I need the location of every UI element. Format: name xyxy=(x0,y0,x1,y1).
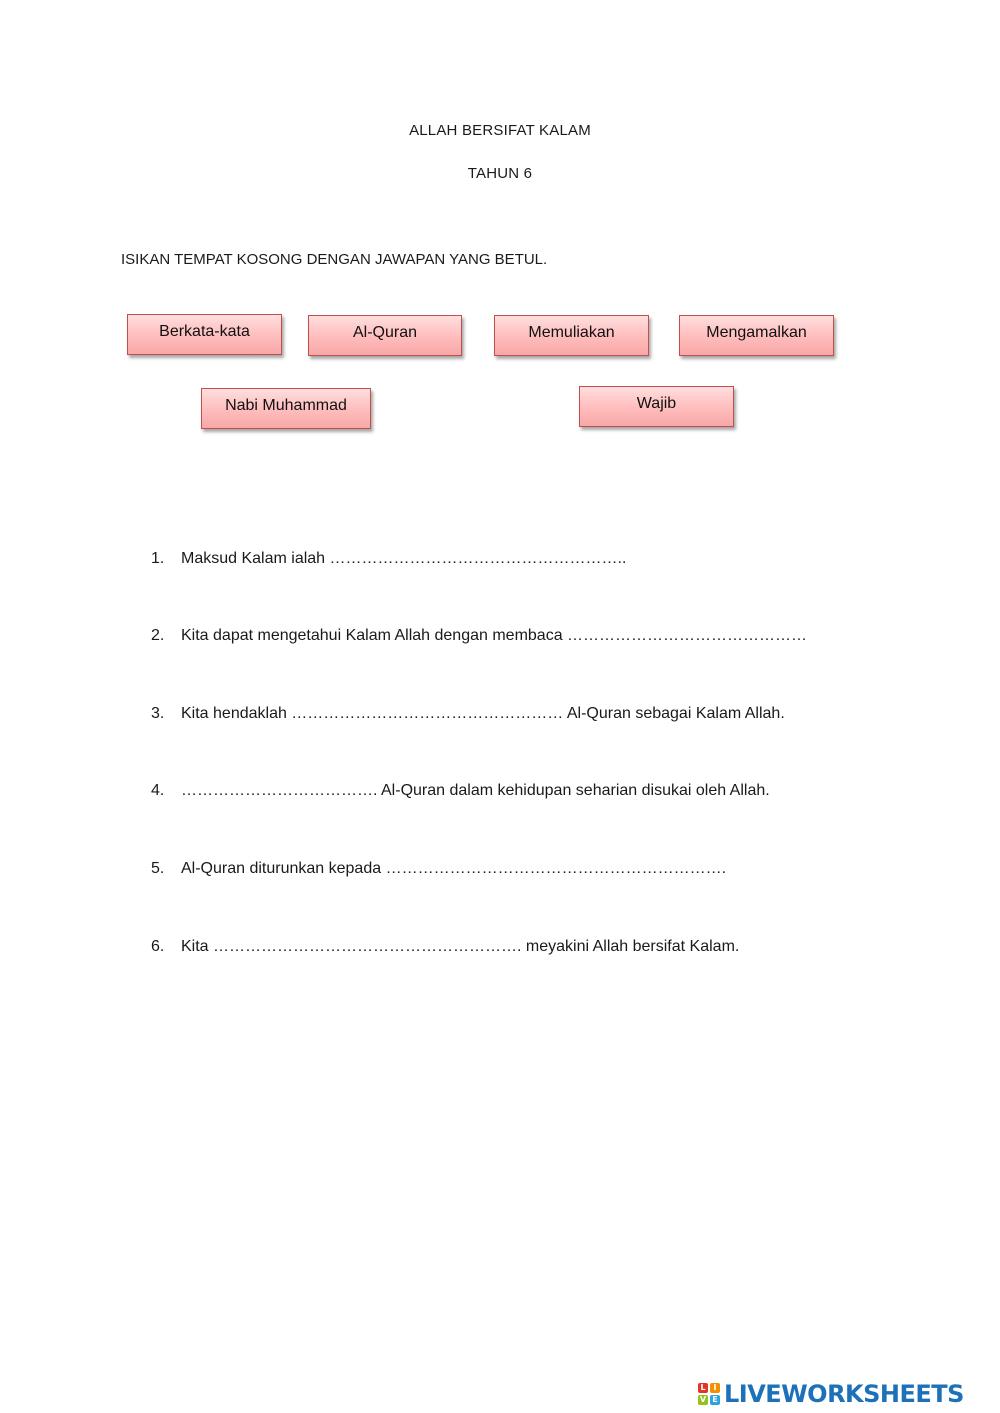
question-3 xyxy=(151,705,785,723)
question-text: Maksud Kalam ialah ……………………………………………….. xyxy=(181,550,627,567)
question-text: Kita …………………………………………………. meyakini Allah bersifat Kalam. xyxy=(181,938,740,955)
logo-text: LIVEWORKSHEETS xyxy=(724,1380,964,1408)
question-number: 2. xyxy=(151,627,165,644)
question-text: Kita dapat mengetahui Kalam Allah dengan membaca ……………………………………… xyxy=(181,627,808,644)
worksheet-subtitle: TAHUN 6 xyxy=(467,165,533,182)
question-number: 1. xyxy=(151,550,165,567)
word-option-al-quran[interactable]: Al-Quran xyxy=(308,315,462,356)
question-2 xyxy=(151,627,807,645)
question-6 xyxy=(151,938,739,956)
word-option-memuliakan[interactable]: Memuliakan xyxy=(494,315,649,356)
word-option-wajib[interactable]: Wajib xyxy=(579,386,734,427)
question-number: 4. xyxy=(151,782,165,799)
word-option-berkata-kata[interactable]: Berkata-kata xyxy=(127,314,282,355)
liveworksheets-logo xyxy=(698,1379,964,1409)
question-number: 6. xyxy=(151,938,165,955)
question-1 xyxy=(151,550,626,568)
question-text: ………………………………. Al-Quran dalam kehidupan seharian disukai oleh Allah. xyxy=(181,782,770,799)
worksheet-title: ALLAH BERSIFAT KALAM xyxy=(409,122,591,139)
word-option-mengamalkan[interactable]: Mengamalkan xyxy=(679,315,834,356)
question-text: Kita hendaklah …………………………………………… Al-Quran sebagai Kalam Allah. xyxy=(181,705,785,722)
instruction-text: ISIKAN TEMPAT KOSONG DENGAN JAWAPAN YANG BETUL. xyxy=(121,251,548,268)
question-number: 3. xyxy=(151,705,165,722)
question-4 xyxy=(151,782,770,800)
question-number: 5. xyxy=(151,860,165,877)
word-option-nabi-muhammad[interactable]: Nabi Muhammad xyxy=(201,388,371,429)
logo-mark-icon: L I V E xyxy=(698,1383,720,1405)
question-text: Al-Quran diturunkan kepada ………………………………………………………. xyxy=(181,860,727,877)
question-5 xyxy=(151,860,726,878)
